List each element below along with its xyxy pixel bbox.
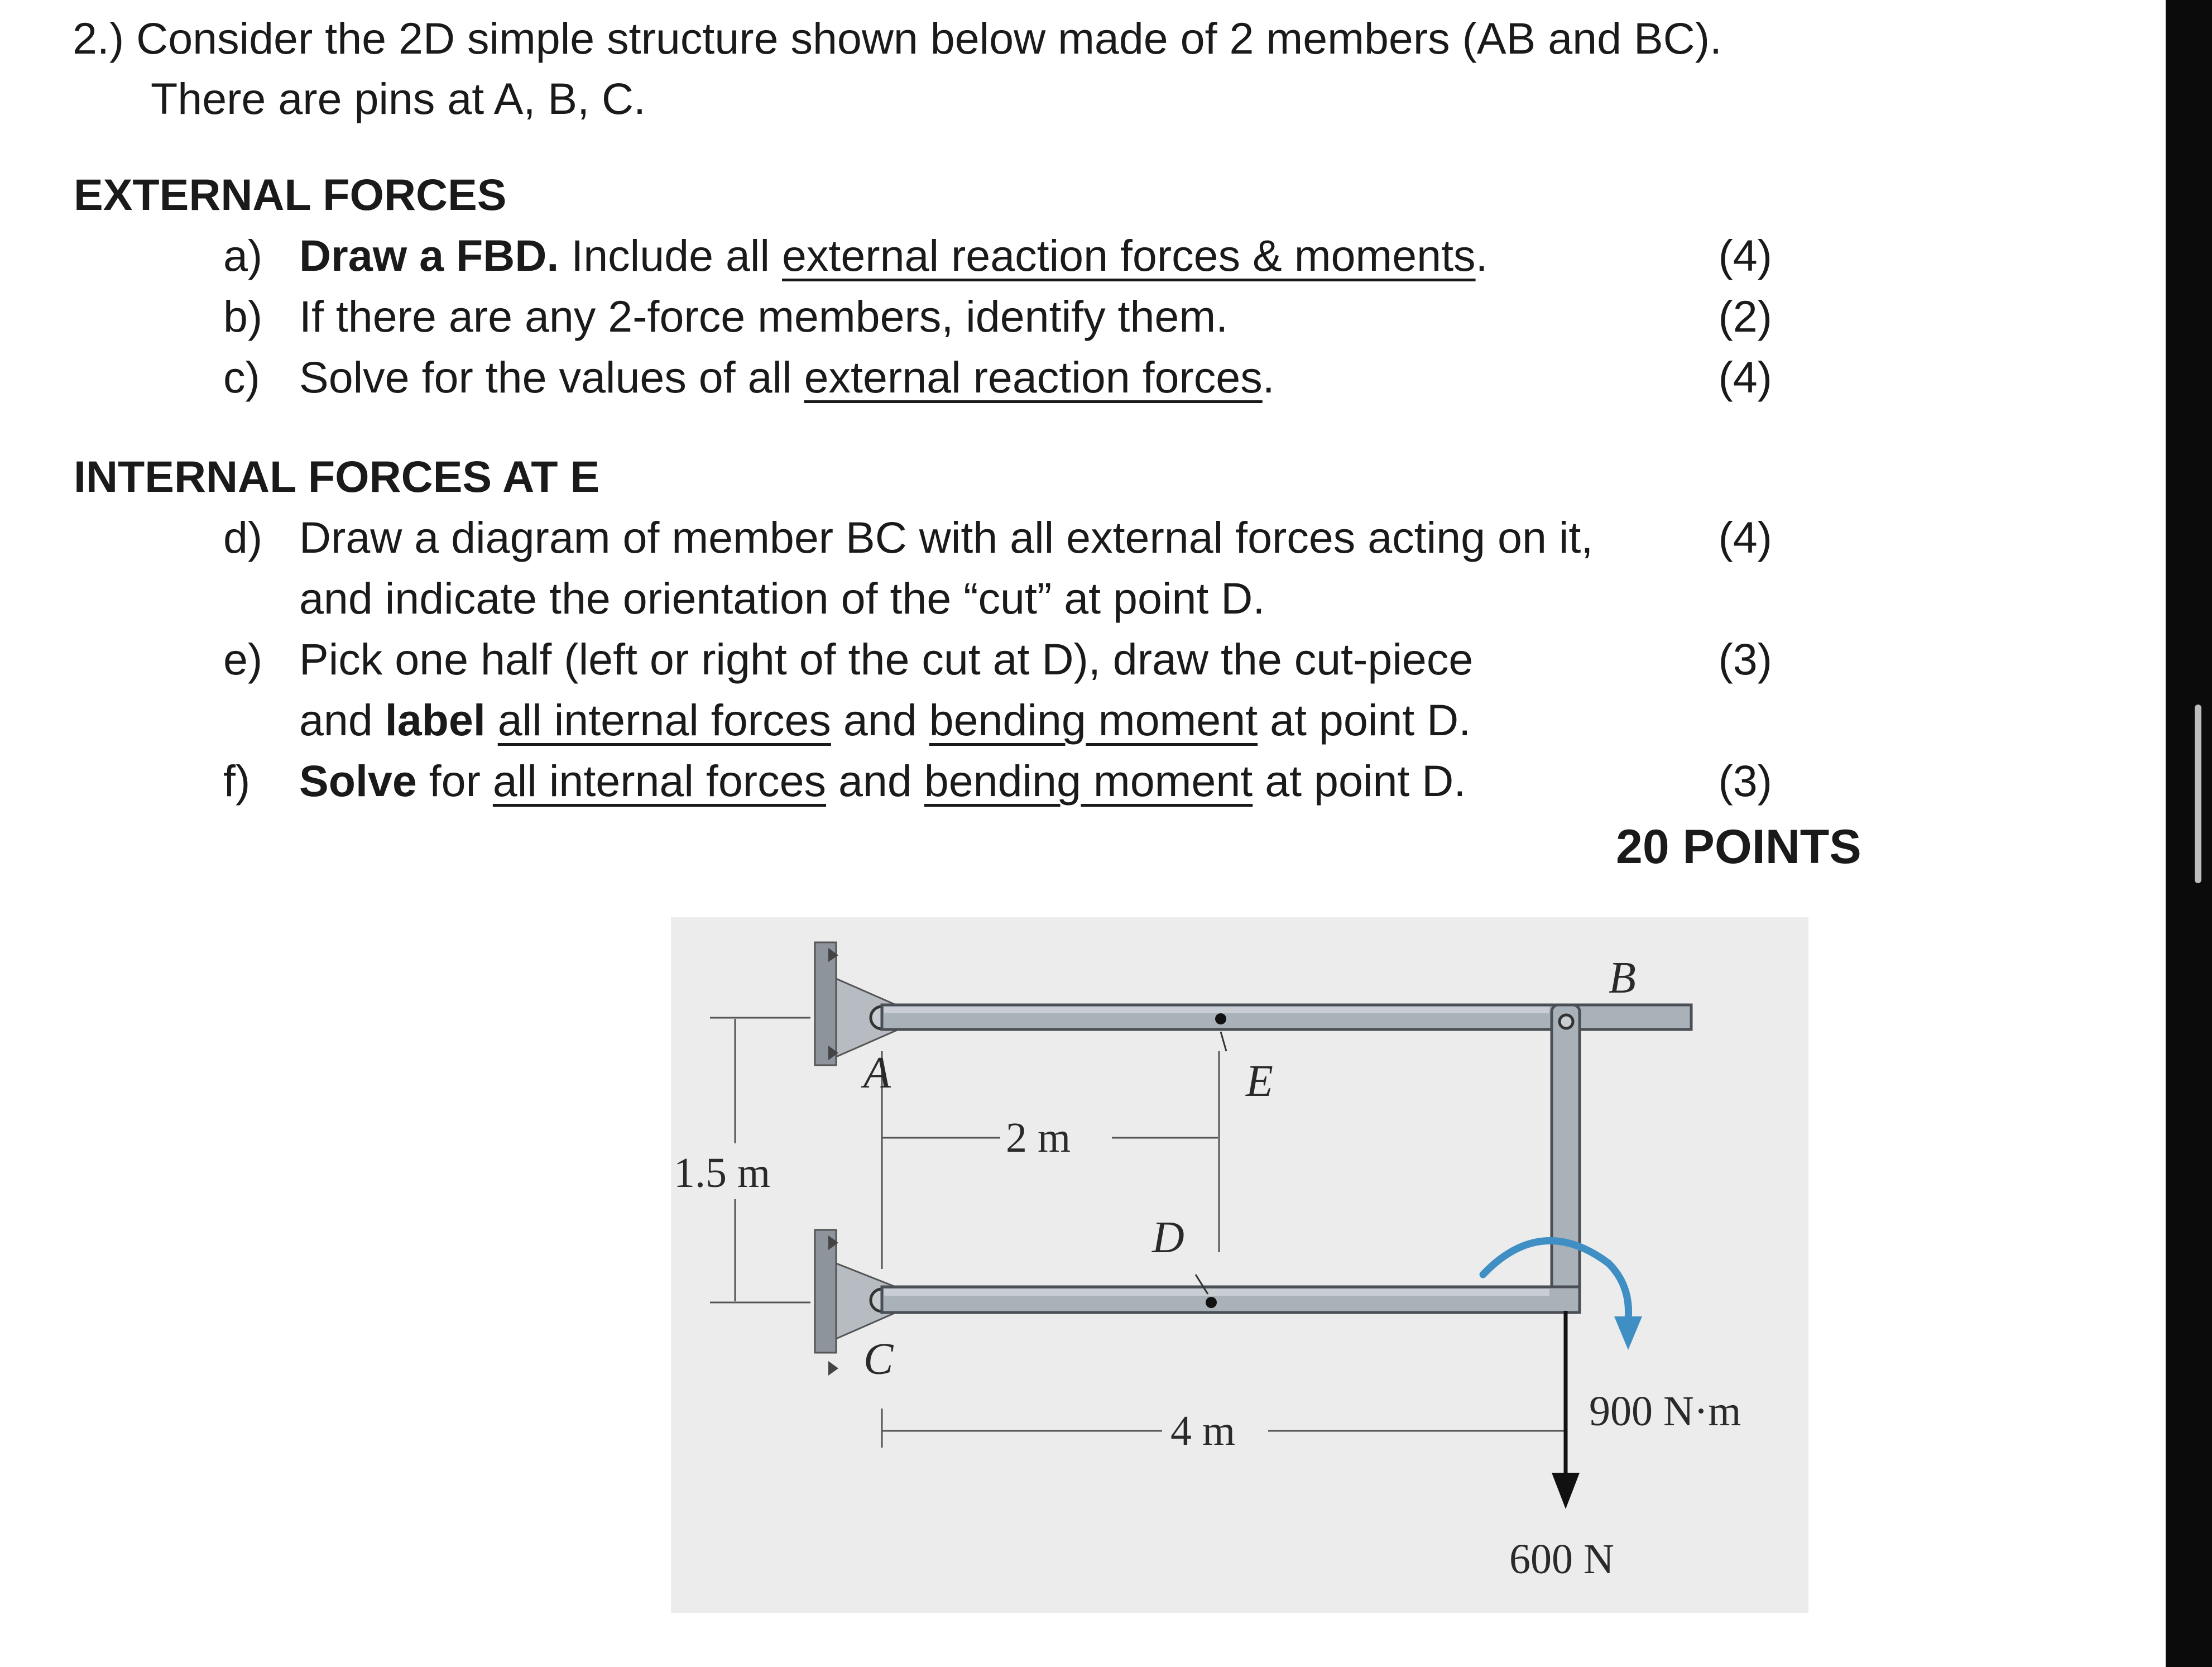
item-e-underline1: all internal forces [497,695,831,745]
window-edge-bar [2166,0,2212,1667]
point-e-dot [1215,1013,1226,1024]
label-dim-1-5m: 1.5 m [674,1149,771,1196]
item-c-plain: Solve for the values of all [299,352,804,402]
pin-b [1560,1015,1573,1028]
external-forces-heading: EXTERNAL FORCES [74,170,507,219]
item-f-mid: and [826,756,924,806]
internal-forces-heading: INTERNAL FORCES AT E [74,452,600,501]
item-a-underline: external reaction forces & moments [781,231,1476,280]
item-b-points: (2) [1718,291,1772,341]
item-d-letter: d) [223,512,263,562]
item-e-mid: and [831,695,929,745]
label-dim-2m: 2 m [1006,1114,1071,1161]
item-b-text: If there are any 2-force members, identify them. [299,291,1229,341]
item-e-letter: e) [223,634,263,684]
item-d-line1: Draw a diagram of member BC with all external forces acting on it, [299,512,1594,562]
label-a: A [863,1048,891,1098]
item-e-underline2: bending moment [929,695,1258,745]
scrollbar-thumb[interactable] [2195,705,2201,883]
label-c: C [863,1335,894,1384]
structure-diagram [671,917,1808,1613]
item-f-points: (3) [1718,756,1772,806]
item-f-letter: f) [223,756,251,806]
item-a-points: (4) [1718,231,1772,280]
item-c-points: (4) [1718,352,1772,402]
item-f-underline2: bending moment [924,756,1253,806]
item-c-letter: c) [223,352,260,402]
item-e-points: (3) [1718,634,1772,684]
label-force: 600 N [1509,1536,1614,1583]
item-f-underline1: all internal forces [492,756,827,806]
label-b: B [1609,954,1636,1003]
item-e-line1: Pick one half (left or right of the cut at D), draw the cut-piece [299,634,1474,684]
item-e-space [486,695,498,745]
item-e-line2 [299,692,1471,748]
problem-intro-line2: There are pins at A, B, C. [151,74,646,123]
member-bc-vertical [1552,1005,1580,1312]
item-a-end: . [1475,231,1488,280]
item-d-line2: and indicate the orientation of the “cut” at point D. [299,573,1265,623]
label-d: D [1152,1213,1184,1262]
item-e-pre: and [299,695,385,745]
point-d-dot [1206,1297,1217,1308]
problem-intro-line1: 2.) Consider the 2D simple structure shown below made of 2 members (AB and BC). [73,13,1722,63]
item-c-text [299,349,1275,405]
item-a-letter: a) [223,231,263,280]
item-f-end: at point D. [1253,756,1466,806]
label-dim-4m: 4 m [1170,1407,1236,1454]
item-d-points: (4) [1718,512,1772,562]
item-c-underline: external reaction forces [804,352,1263,402]
item-e-end: at point D. [1258,695,1471,745]
structure-figure [671,917,1808,1613]
item-e-bold: label [385,695,486,745]
item-a-plain: Include all [559,231,782,280]
item-c-end: . [1262,352,1275,402]
total-points: 20 POINTS [1616,820,1861,874]
item-f-text [299,753,1466,809]
label-moment: 900 N·m [1589,1388,1741,1435]
item-f-bold: Solve [299,756,417,806]
item-b-letter: b) [223,291,263,341]
force-arrow-600n [1552,1311,1580,1509]
item-a-text [299,228,1488,284]
item-f-pre: for [416,756,493,806]
item-a-bold: Draw a FBD. [299,231,559,280]
label-e: E [1246,1057,1273,1106]
